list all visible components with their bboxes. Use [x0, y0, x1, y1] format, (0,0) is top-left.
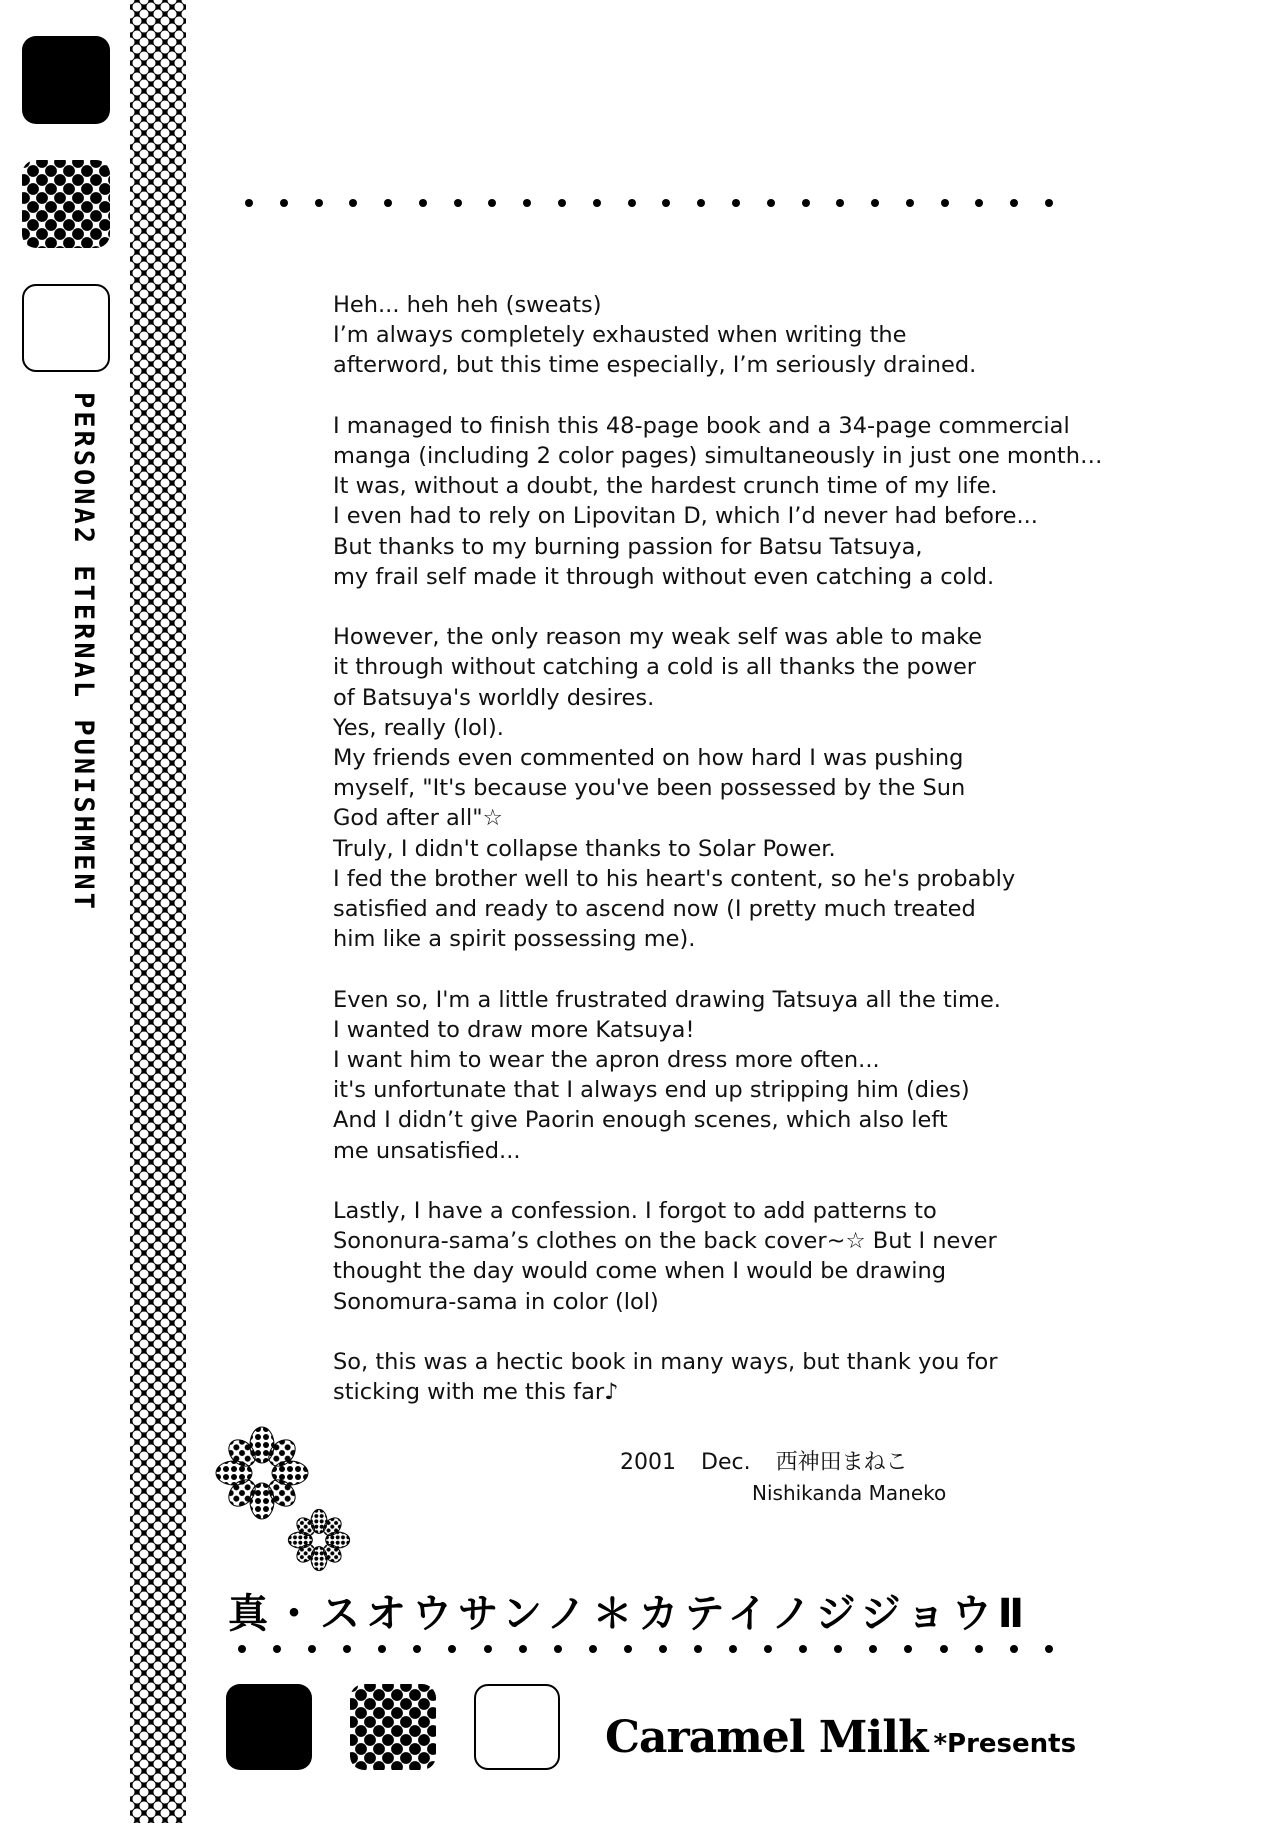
flower-icon	[214, 1425, 310, 1521]
top-dot-divider	[245, 199, 1053, 207]
solid-square-icon	[22, 36, 110, 124]
brand-name: Caramel Milk	[605, 1712, 928, 1763]
bottom-dotted-square-icon	[350, 1684, 436, 1770]
paragraph-4: Even so, I'm a little frustrated drawing Tatsuya all the time. I wanted to draw more Katsuya! I want him to wear the apron dress more often... it's unfortunate that I always end up stripping him (dies) And I didn’t give Paorin enough scenes, which also left me unsatisfied...	[333, 986, 1001, 1164]
outline-square-icon	[22, 284, 110, 372]
paragraph-5: Lastly, I have a confession. I forgot to add patterns to Sononura-sama’s clothes on the back cover~☆ But I never thought the day would come when I would be drawing Sonomura-sama in color (lol)	[333, 1198, 997, 1315]
brand-presents: *Presents	[933, 1729, 1077, 1759]
paragraph-2: I managed to finish this 48-page book and a 34-page commercial manga (including 2 color pages) simultaneously in just one month… It was, without a doubt, the hardest crunch time of my life. I even had to rely on Lipovitan D, which I’d never had before... But thanks to my burning passion for Batsu Tatsuya, my frail self made it through without even catching a cold.	[333, 412, 1103, 590]
paragraph-1: Heh... heh heh (sweats) I’m always completely exhausted when writing the afterword, but this time especially, I’m seriously drained.	[333, 292, 977, 379]
signature-year: 2001	[620, 1450, 676, 1475]
japanese-title: 真・スオウサンノ＊カテイノジジョウⅡ	[228, 1591, 1031, 1637]
side-title: PERSONA2 ETERNAL PUNISHMENT	[68, 392, 99, 912]
bottom-outline-square-icon	[474, 1684, 560, 1770]
paragraph-6: So, this was a hectic book in many ways, but thank you for sticking with me this far♪	[333, 1349, 998, 1406]
paragraph-3: However, the only reason my weak self was able to make it through without catching a cold is all thanks the power of Batsuya's worldly desires. Yes, really (lol). My friends even commented on how hard I was pushing myself, "It's because you've been possessed by the Sun God after all"☆ Truly, I didn't collapse thanks to Solar Power. I fed the brother well to his heart's content, so he's probably satisfied and ready to ascend now (I pretty much treated him like a spirit possessing me).	[333, 624, 1016, 953]
signature-month: Dec.	[701, 1450, 751, 1475]
afterword-text	[333, 290, 1153, 1438]
bottom-solid-square-icon	[226, 1684, 312, 1770]
signature	[620, 1448, 946, 1508]
signature-name-en: Nishikanda Maneko	[752, 1481, 947, 1505]
signature-name-jp: 西神田まねこ	[775, 1450, 908, 1475]
bottom-dot-divider	[238, 1645, 1053, 1653]
small-flower-icon	[287, 1508, 351, 1572]
dotted-square-icon	[22, 160, 110, 248]
polka-dot-border	[130, 0, 186, 1823]
brand-logo	[605, 1712, 1076, 1763]
